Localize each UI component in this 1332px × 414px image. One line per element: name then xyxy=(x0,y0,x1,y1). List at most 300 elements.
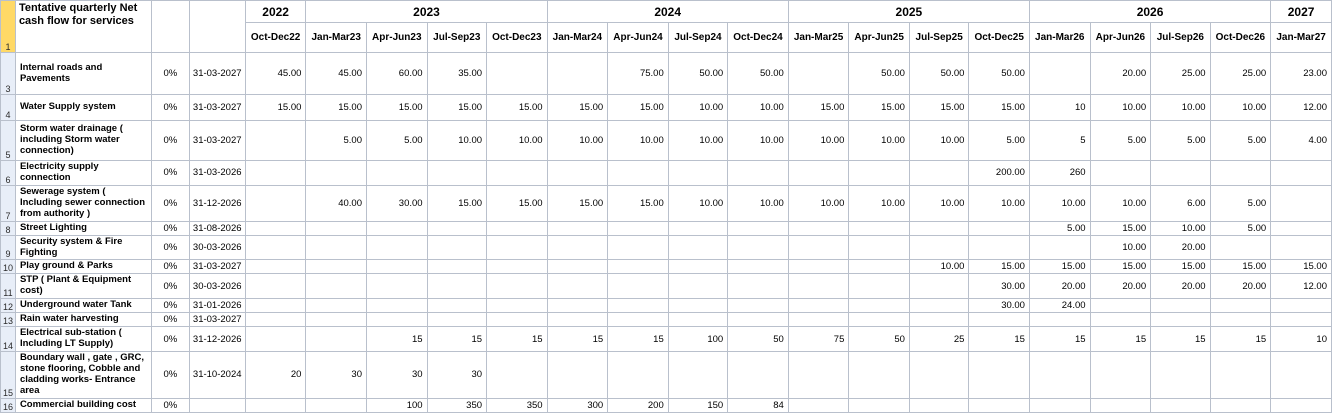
row-header-3[interactable]: 3 xyxy=(1,53,16,95)
cell-Jul-Sep23[interactable] xyxy=(427,161,486,186)
cell-Jan-Mar25[interactable] xyxy=(788,313,849,327)
cell-Oct-Dec26[interactable]: 25.00 xyxy=(1210,53,1271,95)
cell-Jul-Sep25[interactable]: 25 xyxy=(909,327,968,352)
cell-Jul-Sep24[interactable] xyxy=(668,161,727,186)
cell-Oct-Dec23[interactable]: 15 xyxy=(487,327,548,352)
cell-Oct-Dec22[interactable] xyxy=(245,161,306,186)
cell-Oct-Dec23[interactable]: 15.00 xyxy=(487,185,548,221)
cell-Jan-Mar25[interactable] xyxy=(788,260,849,274)
cell-Apr-Jun25[interactable] xyxy=(849,260,910,274)
cell-Jan-Mar23[interactable] xyxy=(306,260,367,274)
cell-Jul-Sep25[interactable] xyxy=(909,221,968,235)
cell-Jul-Sep23[interactable]: 10.00 xyxy=(427,121,486,161)
cell-Jan-Mar25[interactable] xyxy=(788,398,849,412)
cell-Jan-Mar24[interactable]: 10.00 xyxy=(547,121,608,161)
cell-Jan-Mar23[interactable] xyxy=(306,221,367,235)
cell-Jul-Sep23[interactable]: 35.00 xyxy=(427,53,486,95)
cell-Oct-Dec22[interactable]: 45.00 xyxy=(245,53,306,95)
cell-Oct-Dec26[interactable] xyxy=(1210,313,1271,327)
cell-Apr-Jun24[interactable] xyxy=(608,161,669,186)
cell-Oct-Dec24[interactable] xyxy=(728,299,789,313)
table-row[interactable] xyxy=(1,161,1332,186)
row-percent: 0% xyxy=(152,235,190,260)
cell-Apr-Jun25[interactable] xyxy=(849,313,910,327)
cell-Oct-Dec26[interactable] xyxy=(1210,398,1271,412)
cell-Jan-Mar27[interactable] xyxy=(1271,185,1332,221)
cell-Jul-Sep25[interactable] xyxy=(909,313,968,327)
cell-Jul-Sep25[interactable]: 10.00 xyxy=(909,121,968,161)
table-row[interactable] xyxy=(1,313,1332,327)
row-date: 31-03-2027 xyxy=(189,95,245,121)
cell-Jan-Mar26[interactable] xyxy=(1029,352,1090,399)
cell-Apr-Jun26[interactable]: 20.00 xyxy=(1090,274,1151,299)
cell-Jan-Mar26[interactable]: 15.00 xyxy=(1029,260,1090,274)
cell-Apr-Jun26[interactable] xyxy=(1090,161,1151,186)
cell-Jan-Mar26[interactable]: 10 xyxy=(1029,95,1090,121)
cell-Jul-Sep23[interactable] xyxy=(427,221,486,235)
cell-Jan-Mar23[interactable] xyxy=(306,398,367,412)
cell-Oct-Dec26[interactable]: 10.00 xyxy=(1210,95,1271,121)
cell-Oct-Dec23[interactable] xyxy=(487,352,548,399)
cell-Apr-Jun23[interactable] xyxy=(366,274,427,299)
cell-Jan-Mar27[interactable] xyxy=(1271,299,1332,313)
cell-Jul-Sep24[interactable]: 10.00 xyxy=(668,185,727,221)
cell-Jan-Mar27[interactable]: 10 xyxy=(1271,327,1332,352)
cell-Apr-Jun24[interactable]: 15.00 xyxy=(608,95,669,121)
cell-Jan-Mar23[interactable] xyxy=(306,274,367,299)
cell-Apr-Jun24[interactable] xyxy=(608,299,669,313)
cell-Jan-Mar27[interactable] xyxy=(1271,161,1332,186)
cell-Apr-Jun26[interactable]: 10.00 xyxy=(1090,95,1151,121)
cell-Oct-Dec22[interactable] xyxy=(245,313,306,327)
cell-Jul-Sep23[interactable]: 15.00 xyxy=(427,185,486,221)
cell-Jul-Sep26[interactable]: 20.00 xyxy=(1151,274,1210,299)
cell-Oct-Dec24[interactable] xyxy=(728,221,789,235)
row-header-4[interactable]: 4 xyxy=(1,95,16,121)
year-header-2025: 2025 xyxy=(788,1,1029,23)
cell-Apr-Jun24[interactable]: 75.00 xyxy=(608,53,669,95)
cell-Oct-Dec22[interactable] xyxy=(245,398,306,412)
row-header-14[interactable]: 14 xyxy=(1,327,16,352)
cell-Apr-Jun25[interactable]: 10.00 xyxy=(849,185,910,221)
cell-Oct-Dec22[interactable] xyxy=(245,260,306,274)
cell-Apr-Jun25[interactable] xyxy=(849,352,910,399)
cell-Oct-Dec26[interactable]: 15.00 xyxy=(1210,260,1271,274)
cell-Jul-Sep24[interactable]: 100 xyxy=(668,327,727,352)
cell-Jul-Sep25[interactable]: 50.00 xyxy=(909,53,968,95)
cell-Oct-Dec26[interactable] xyxy=(1210,299,1271,313)
cell-Jan-Mar26[interactable]: 5.00 xyxy=(1029,221,1090,235)
cell-Oct-Dec24[interactable] xyxy=(728,260,789,274)
cell-Oct-Dec22[interactable] xyxy=(245,299,306,313)
row-header-5[interactable]: 5 xyxy=(1,121,16,161)
cell-Oct-Dec22[interactable] xyxy=(245,327,306,352)
cell-Apr-Jun25[interactable] xyxy=(849,299,910,313)
table-row[interactable] xyxy=(1,53,1332,95)
cell-Jan-Mar27[interactable]: 12.00 xyxy=(1271,274,1332,299)
cell-Jul-Sep25[interactable] xyxy=(909,352,968,399)
cell-Jan-Mar24[interactable] xyxy=(547,260,608,274)
cell-Jan-Mar23[interactable]: 45.00 xyxy=(306,53,367,95)
cell-Jan-Mar25[interactable]: 10.00 xyxy=(788,185,849,221)
cell-Oct-Dec25[interactable]: 30.00 xyxy=(969,274,1030,299)
cell-Apr-Jun25[interactable] xyxy=(849,221,910,235)
cell-Jan-Mar23[interactable]: 5.00 xyxy=(306,121,367,161)
row-header-6[interactable]: 6 xyxy=(1,161,16,186)
cell-Oct-Dec26[interactable]: 15 xyxy=(1210,327,1271,352)
cell-Jan-Mar25[interactable] xyxy=(788,299,849,313)
cell-Oct-Dec26[interactable] xyxy=(1210,161,1271,186)
cell-Apr-Jun26[interactable] xyxy=(1090,352,1151,399)
cell-Oct-Dec24[interactable]: 10.00 xyxy=(728,95,789,121)
cell-Oct-Dec26[interactable] xyxy=(1210,352,1271,399)
cell-Jul-Sep25[interactable] xyxy=(909,235,968,260)
cell-Jul-Sep24[interactable]: 50.00 xyxy=(668,53,727,95)
cell-Oct-Dec22[interactable]: 20 xyxy=(245,352,306,399)
cell-Jul-Sep24[interactable] xyxy=(668,221,727,235)
cell-Jan-Mar27[interactable]: 15.00 xyxy=(1271,260,1332,274)
cell-Jul-Sep23[interactable] xyxy=(427,260,486,274)
cell-Oct-Dec25[interactable]: 15.00 xyxy=(969,95,1030,121)
cell-Oct-Dec23[interactable] xyxy=(487,260,548,274)
cell-Oct-Dec23[interactable] xyxy=(487,235,548,260)
row-header-10[interactable]: 10 xyxy=(1,260,16,274)
cell-Oct-Dec25[interactable] xyxy=(969,221,1030,235)
cell-Oct-Dec23[interactable]: 15.00 xyxy=(487,95,548,121)
cell-Oct-Dec23[interactable] xyxy=(487,53,548,95)
cell-Apr-Jun23[interactable] xyxy=(366,299,427,313)
cell-Oct-Dec23[interactable]: 10.00 xyxy=(487,121,548,161)
cell-Jul-Sep23[interactable] xyxy=(427,299,486,313)
cell-Jan-Mar24[interactable]: 15 xyxy=(547,327,608,352)
cell-Apr-Jun23[interactable]: 30.00 xyxy=(366,185,427,221)
row-header-13[interactable]: 13 xyxy=(1,313,16,327)
row-header-1[interactable]: 1 xyxy=(1,1,16,53)
row-header-8[interactable]: 8 xyxy=(1,221,16,235)
cell-Oct-Dec25[interactable] xyxy=(969,235,1030,260)
cell-Oct-Dec23[interactable] xyxy=(487,274,548,299)
cell-Jan-Mar25[interactable] xyxy=(788,53,849,95)
table-row[interactable] xyxy=(1,327,1332,352)
cell-Jan-Mar26[interactable]: 20.00 xyxy=(1029,274,1090,299)
cell-Oct-Dec24[interactable]: 10.00 xyxy=(728,121,789,161)
cell-Jul-Sep23[interactable] xyxy=(427,313,486,327)
cell-Jan-Mar25[interactable]: 10.00 xyxy=(788,121,849,161)
cell-Apr-Jun26[interactable]: 15.00 xyxy=(1090,260,1151,274)
cell-Jan-Mar27[interactable] xyxy=(1271,352,1332,399)
cell-Oct-Dec26[interactable]: 20.00 xyxy=(1210,274,1271,299)
quarter-header-Apr-Jun24: Apr-Jun24 xyxy=(608,23,669,53)
cell-Oct-Dec25[interactable]: 15 xyxy=(969,327,1030,352)
cell-Jan-Mar27[interactable] xyxy=(1271,398,1332,412)
cell-Jul-Sep26[interactable]: 6.00 xyxy=(1151,185,1210,221)
table-row[interactable] xyxy=(1,221,1332,235)
cell-Jul-Sep26[interactable]: 15 xyxy=(1151,327,1210,352)
cell-Jul-Sep26[interactable]: 20.00 xyxy=(1151,235,1210,260)
table-row[interactable] xyxy=(1,185,1332,221)
cell-Jan-Mar26[interactable]: 15 xyxy=(1029,327,1090,352)
cell-Oct-Dec25[interactable]: 30.00 xyxy=(969,299,1030,313)
cell-Oct-Dec24[interactable]: 50.00 xyxy=(728,53,789,95)
cell-Jul-Sep23[interactable]: 15.00 xyxy=(427,95,486,121)
cell-Oct-Dec25[interactable]: 200.00 xyxy=(969,161,1030,186)
table-row[interactable] xyxy=(1,352,1332,399)
table-row[interactable] xyxy=(1,274,1332,299)
cell-Apr-Jun25[interactable] xyxy=(849,274,910,299)
cell-Jan-Mar25[interactable]: 75 xyxy=(788,327,849,352)
table-row[interactable] xyxy=(1,260,1332,274)
cell-Jul-Sep25[interactable]: 15.00 xyxy=(909,95,968,121)
cell-Jan-Mar24[interactable]: 300 xyxy=(547,398,608,412)
cell-Jan-Mar27[interactable] xyxy=(1271,235,1332,260)
cell-Apr-Jun26[interactable] xyxy=(1090,313,1151,327)
cell-Jan-Mar24[interactable] xyxy=(547,313,608,327)
cell-Jan-Mar24[interactable] xyxy=(547,352,608,399)
cell-Jan-Mar24[interactable] xyxy=(547,274,608,299)
cell-Oct-Dec24[interactable] xyxy=(728,235,789,260)
cell-Jan-Mar26[interactable] xyxy=(1029,235,1090,260)
cell-Oct-Dec23[interactable] xyxy=(487,161,548,186)
cell-Oct-Dec24[interactable]: 84 xyxy=(728,398,789,412)
cell-Jul-Sep23[interactable]: 15 xyxy=(427,327,486,352)
cell-Jul-Sep26[interactable]: 15.00 xyxy=(1151,260,1210,274)
cell-Apr-Jun26[interactable]: 10.00 xyxy=(1090,185,1151,221)
cell-Jul-Sep24[interactable]: 150 xyxy=(668,398,727,412)
cell-Apr-Jun24[interactable] xyxy=(608,313,669,327)
cell-Oct-Dec26[interactable]: 5.00 xyxy=(1210,185,1271,221)
cell-Jan-Mar23[interactable] xyxy=(306,299,367,313)
cell-Jan-Mar27[interactable] xyxy=(1271,313,1332,327)
cell-Jan-Mar27[interactable]: 12.00 xyxy=(1271,95,1332,121)
cell-Oct-Dec23[interactable] xyxy=(487,299,548,313)
cell-Apr-Jun23[interactable] xyxy=(366,221,427,235)
cell-Apr-Jun23[interactable]: 30 xyxy=(366,352,427,399)
cell-Jul-Sep26[interactable]: 5.00 xyxy=(1151,121,1210,161)
cell-Jul-Sep26[interactable] xyxy=(1151,398,1210,412)
cell-Apr-Jun24[interactable] xyxy=(608,235,669,260)
cell-Jan-Mar26[interactable]: 24.00 xyxy=(1029,299,1090,313)
cell-Jan-Mar23[interactable] xyxy=(306,235,367,260)
cell-Jul-Sep24[interactable] xyxy=(668,299,727,313)
cell-Apr-Jun25[interactable]: 15.00 xyxy=(849,95,910,121)
cell-Oct-Dec25[interactable] xyxy=(969,313,1030,327)
cell-Apr-Jun23[interactable]: 15 xyxy=(366,327,427,352)
cell-Jan-Mar26[interactable] xyxy=(1029,398,1090,412)
cell-Jan-Mar26[interactable]: 5 xyxy=(1029,121,1090,161)
cell-Oct-Dec23[interactable]: 350 xyxy=(487,398,548,412)
cell-Oct-Dec24[interactable]: 50 xyxy=(728,327,789,352)
cell-Jan-Mar27[interactable]: 4.00 xyxy=(1271,121,1332,161)
cell-Apr-Jun23[interactable] xyxy=(366,235,427,260)
cell-Jan-Mar26[interactable]: 260 xyxy=(1029,161,1090,186)
cell-Jul-Sep23[interactable]: 30 xyxy=(427,352,486,399)
row-percent: 0% xyxy=(152,121,190,161)
cell-Apr-Jun24[interactable] xyxy=(608,274,669,299)
cell-Jan-Mar24[interactable] xyxy=(547,299,608,313)
cell-Oct-Dec24[interactable] xyxy=(728,274,789,299)
row-percent: 0% xyxy=(152,260,190,274)
cell-Apr-Jun24[interactable]: 15.00 xyxy=(608,185,669,221)
cell-Jan-Mar24[interactable]: 15.00 xyxy=(547,95,608,121)
row-label: Sewerage system ( Including sewer connection from authority ) xyxy=(15,185,151,221)
cell-Apr-Jun23[interactable] xyxy=(366,313,427,327)
cell-Apr-Jun23[interactable]: 60.00 xyxy=(366,53,427,95)
cell-Jan-Mar25[interactable] xyxy=(788,235,849,260)
cell-Oct-Dec23[interactable] xyxy=(487,313,548,327)
cell-Oct-Dec25[interactable]: 5.00 xyxy=(969,121,1030,161)
cell-Jul-Sep26[interactable] xyxy=(1151,299,1210,313)
cell-Apr-Jun25[interactable]: 50.00 xyxy=(849,53,910,95)
cell-Jan-Mar25[interactable] xyxy=(788,274,849,299)
table-row[interactable] xyxy=(1,95,1332,121)
cell-Jan-Mar23[interactable]: 30 xyxy=(306,352,367,399)
cell-Jul-Sep26[interactable]: 25.00 xyxy=(1151,53,1210,95)
cell-Jul-Sep23[interactable] xyxy=(427,235,486,260)
cell-Jul-Sep26[interactable]: 10.00 xyxy=(1151,95,1210,121)
cell-Oct-Dec25[interactable] xyxy=(969,398,1030,412)
row-header-16[interactable]: 16 xyxy=(1,398,16,412)
table-row[interactable] xyxy=(1,235,1332,260)
cell-Jul-Sep26[interactable] xyxy=(1151,313,1210,327)
cell-Apr-Jun26[interactable] xyxy=(1090,299,1151,313)
cell-Jan-Mar27[interactable]: 23.00 xyxy=(1271,53,1332,95)
cell-Jul-Sep25[interactable] xyxy=(909,274,968,299)
row-percent: 0% xyxy=(152,299,190,313)
cell-Jul-Sep24[interactable] xyxy=(668,235,727,260)
cell-Apr-Jun23[interactable]: 5.00 xyxy=(366,121,427,161)
cell-Apr-Jun25[interactable]: 10.00 xyxy=(849,121,910,161)
cell-Oct-Dec22[interactable] xyxy=(245,274,306,299)
year-header-2024: 2024 xyxy=(547,1,788,23)
cell-Jul-Sep25[interactable] xyxy=(909,398,968,412)
cell-Jul-Sep23[interactable]: 350 xyxy=(427,398,486,412)
cell-Jul-Sep25[interactable] xyxy=(909,161,968,186)
cell-Apr-Jun24[interactable] xyxy=(608,221,669,235)
cell-Oct-Dec22[interactable] xyxy=(245,221,306,235)
cell-Apr-Jun24[interactable]: 10.00 xyxy=(608,121,669,161)
cell-Jul-Sep23[interactable] xyxy=(427,274,486,299)
cell-Jan-Mar23[interactable] xyxy=(306,161,367,186)
cell-Apr-Jun23[interactable]: 15.00 xyxy=(366,95,427,121)
cell-Oct-Dec25[interactable] xyxy=(969,352,1030,399)
cell-Apr-Jun25[interactable] xyxy=(849,161,910,186)
cell-Oct-Dec25[interactable]: 15.00 xyxy=(969,260,1030,274)
cell-Oct-Dec22[interactable] xyxy=(245,121,306,161)
cell-Oct-Dec24[interactable]: 10.00 xyxy=(728,185,789,221)
cell-Oct-Dec23[interactable] xyxy=(487,221,548,235)
cell-Jul-Sep24[interactable] xyxy=(668,260,727,274)
cell-Apr-Jun25[interactable] xyxy=(849,235,910,260)
cell-Oct-Dec24[interactable] xyxy=(728,313,789,327)
cell-Oct-Dec26[interactable] xyxy=(1210,235,1271,260)
row-header-12[interactable]: 12 xyxy=(1,299,16,313)
cell-Jan-Mar23[interactable] xyxy=(306,313,367,327)
cell-Oct-Dec25[interactable]: 50.00 xyxy=(969,53,1030,95)
row-header-15[interactable]: 15 xyxy=(1,352,16,399)
cell-Apr-Jun26[interactable]: 5.00 xyxy=(1090,121,1151,161)
cell-Apr-Jun24[interactable]: 200 xyxy=(608,398,669,412)
row-percent: 0% xyxy=(152,327,190,352)
cell-Jul-Sep26[interactable] xyxy=(1151,161,1210,186)
cell-Apr-Jun25[interactable]: 50 xyxy=(849,327,910,352)
cell-Jul-Sep25[interactable]: 10.00 xyxy=(909,260,968,274)
cell-Apr-Jun23[interactable] xyxy=(366,260,427,274)
quarter-header-Oct-Dec22: Oct-Dec22 xyxy=(245,23,306,53)
pct-header-blank xyxy=(152,1,190,53)
row-header-11[interactable]: 11 xyxy=(1,274,16,299)
cell-Oct-Dec26[interactable]: 5.00 xyxy=(1210,221,1271,235)
row-date xyxy=(189,398,245,412)
cell-Jan-Mar24[interactable] xyxy=(547,235,608,260)
cell-Jan-Mar24[interactable] xyxy=(547,221,608,235)
cell-Jul-Sep24[interactable] xyxy=(668,313,727,327)
cell-Oct-Dec22[interactable]: 15.00 xyxy=(245,95,306,121)
cell-Apr-Jun24[interactable] xyxy=(608,352,669,399)
row-date: 31-12-2026 xyxy=(189,185,245,221)
cell-Jan-Mar26[interactable]: 10.00 xyxy=(1029,185,1090,221)
table-row[interactable] xyxy=(1,121,1332,161)
row-label: Underground water Tank xyxy=(15,299,151,313)
cell-Jul-Sep26[interactable] xyxy=(1151,352,1210,399)
cell-Jul-Sep25[interactable]: 10.00 xyxy=(909,185,968,221)
cell-Apr-Jun26[interactable]: 20.00 xyxy=(1090,53,1151,95)
cell-Jan-Mar27[interactable] xyxy=(1271,221,1332,235)
cell-Jan-Mar24[interactable] xyxy=(547,53,608,95)
cell-Jan-Mar23[interactable] xyxy=(306,327,367,352)
cell-Oct-Dec22[interactable] xyxy=(245,185,306,221)
cell-Jul-Sep26[interactable]: 10.00 xyxy=(1151,221,1210,235)
table-row[interactable] xyxy=(1,398,1332,412)
cell-Apr-Jun26[interactable]: 15.00 xyxy=(1090,221,1151,235)
cell-Jan-Mar25[interactable] xyxy=(788,352,849,399)
cell-Apr-Jun23[interactable] xyxy=(366,161,427,186)
cell-Apr-Jun24[interactable]: 15 xyxy=(608,327,669,352)
cell-Apr-Jun26[interactable]: 10.00 xyxy=(1090,235,1151,260)
row-label: Electricity supply connection xyxy=(15,161,151,186)
row-percent: 0% xyxy=(152,161,190,186)
cell-Jul-Sep25[interactable] xyxy=(909,299,968,313)
cell-Oct-Dec24[interactable] xyxy=(728,161,789,186)
cell-Jul-Sep24[interactable]: 10.00 xyxy=(668,95,727,121)
year-header-2022: 2022 xyxy=(245,1,306,23)
cell-Jan-Mar23[interactable]: 15.00 xyxy=(306,95,367,121)
cell-Jul-Sep24[interactable]: 10.00 xyxy=(668,121,727,161)
cell-Oct-Dec26[interactable]: 5.00 xyxy=(1210,121,1271,161)
cell-Jan-Mar23[interactable]: 40.00 xyxy=(306,185,367,221)
cell-Jan-Mar25[interactable] xyxy=(788,161,849,186)
row-header-9[interactable]: 9 xyxy=(1,235,16,260)
table-row[interactable] xyxy=(1,299,1332,313)
cell-Apr-Jun24[interactable] xyxy=(608,260,669,274)
cell-Apr-Jun26[interactable] xyxy=(1090,398,1151,412)
row-percent: 0% xyxy=(152,313,190,327)
cell-Jul-Sep24[interactable] xyxy=(668,274,727,299)
cell-Jan-Mar26[interactable] xyxy=(1029,53,1090,95)
cell-Jul-Sep24[interactable] xyxy=(668,352,727,399)
cell-Apr-Jun25[interactable] xyxy=(849,398,910,412)
cell-Jan-Mar24[interactable] xyxy=(547,161,608,186)
cell-Oct-Dec22[interactable] xyxy=(245,235,306,260)
cell-Apr-Jun23[interactable]: 100 xyxy=(366,398,427,412)
cell-Oct-Dec25[interactable]: 10.00 xyxy=(969,185,1030,221)
cell-Jan-Mar25[interactable] xyxy=(788,221,849,235)
cell-Jan-Mar26[interactable] xyxy=(1029,313,1090,327)
cell-Jan-Mar24[interactable]: 15.00 xyxy=(547,185,608,221)
cell-Jan-Mar25[interactable]: 15.00 xyxy=(788,95,849,121)
cell-Apr-Jun26[interactable]: 15 xyxy=(1090,327,1151,352)
row-header-7[interactable]: 7 xyxy=(1,185,16,221)
cell-Oct-Dec24[interactable] xyxy=(728,352,789,399)
